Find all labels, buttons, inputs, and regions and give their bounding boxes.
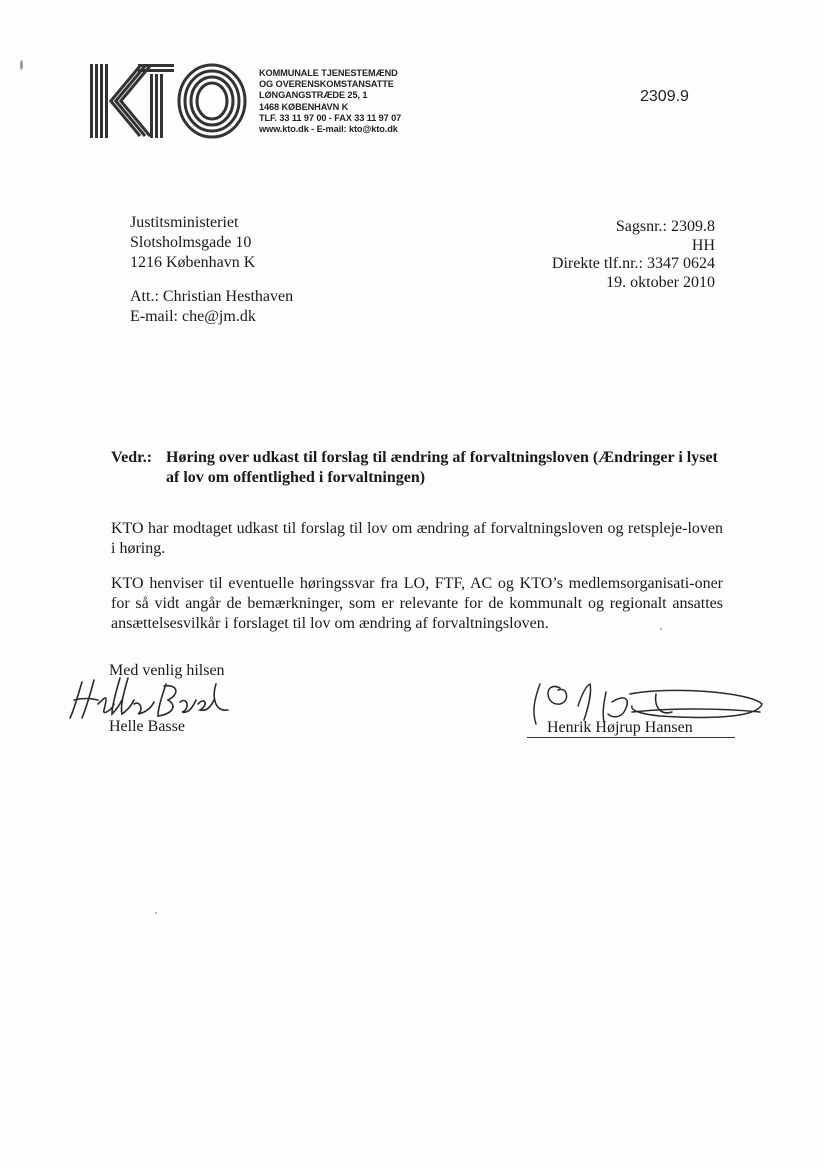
subject-text: Høring over udkast til forslag til ændring af forvaltningsloven (Ændringer i lyset af lov om offentlighed i forvaltningen) bbox=[166, 449, 718, 486]
initials: HH bbox=[691, 236, 715, 254]
scan-speck bbox=[660, 628, 662, 630]
org-name-line1: KOMMUNALE TJENESTEMÆND bbox=[259, 68, 398, 78]
direct-phone: Direkte tlf.nr.: 3347 0624 bbox=[551, 255, 715, 272]
org-street: LØNGANGSTRÆDE 25, 1 bbox=[259, 90, 368, 101]
org-web-email: www.kto.dk - E-mail: kto@kto.dk bbox=[259, 124, 398, 135]
org-name-line2: OG OVERENSKOMSTANSATTE bbox=[259, 79, 394, 90]
kto-logo bbox=[88, 62, 248, 140]
recipient-street: Slotsholmsgade 10 bbox=[130, 234, 252, 251]
subject-label: Vedr.: bbox=[111, 449, 153, 466]
case-meta bbox=[552, 218, 715, 292]
signatory-name: Henrik Højrup Hansen bbox=[547, 719, 693, 736]
attention-email: E-mail: che@jm.dk bbox=[130, 308, 256, 325]
closing-greeting: Med venlig hilsen bbox=[109, 662, 225, 679]
document-reference: 2309.9 bbox=[640, 88, 689, 105]
signature-line bbox=[527, 737, 735, 738]
case-number: Sagsnr.: 2309.8 bbox=[615, 218, 715, 235]
recipient-name: Justitsministeriet bbox=[130, 214, 239, 231]
org-phone-fax: TLF. 33 11 97 00 - FAX 33 11 97 07 bbox=[259, 112, 402, 123]
recipient-address bbox=[130, 213, 255, 273]
scan-speck bbox=[155, 912, 157, 914]
org-postal: 1468 KØBENHAVN K bbox=[259, 101, 349, 112]
recipient-city: 1216 København K bbox=[130, 254, 256, 271]
body-paragraph: KTO henviser til eventuelle høringssvar fra LO, FTF, AC og KTO’s medlemsorganisati-oner for så vidt angår de bemærkninger, som er relevante for de kommunalt og regionalt ansattes ansættelsesvilkår i forslaget til lov om ændring af forvaltningsloven. bbox=[111, 575, 723, 632]
attention-block bbox=[130, 287, 293, 327]
attention-person: Att.: Christian Hesthaven bbox=[130, 288, 294, 305]
signatory-name: Helle Basse bbox=[109, 718, 185, 735]
scan-speck bbox=[20, 60, 23, 70]
organization-info bbox=[259, 68, 401, 135]
body-paragraph: KTO har modtaget udkast til forslag til lov om ændring af forvaltningsloven og retspleje-loven i høring. bbox=[111, 520, 723, 557]
letter-date: 19. oktober 2010 bbox=[606, 273, 715, 291]
